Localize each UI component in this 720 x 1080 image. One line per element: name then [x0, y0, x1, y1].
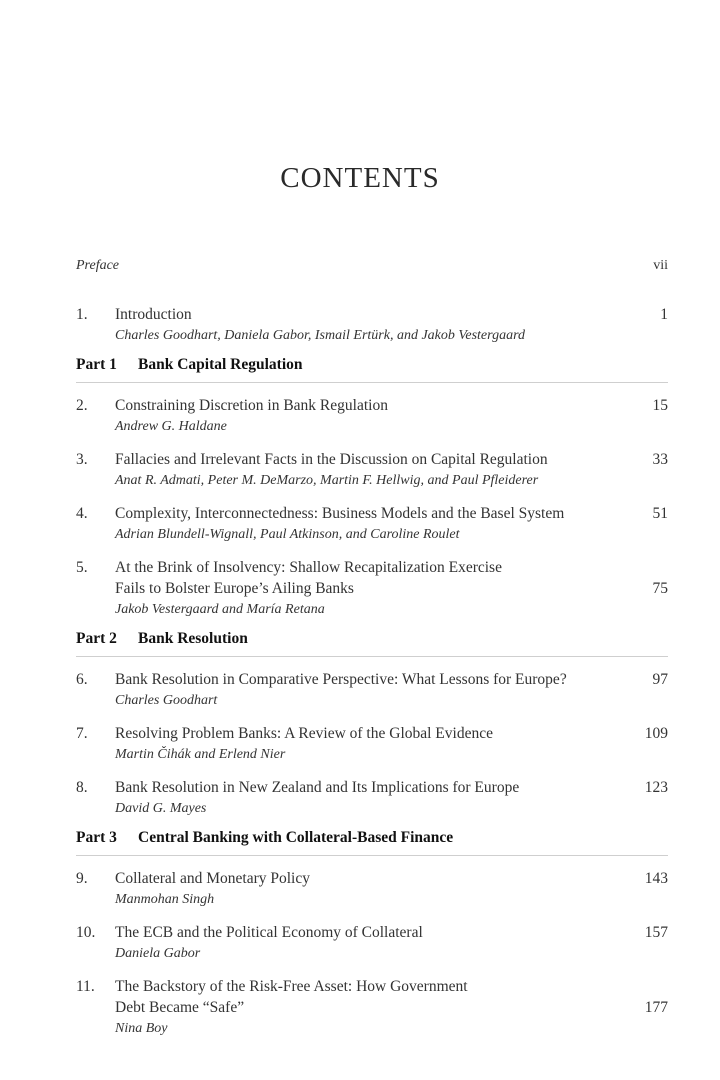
chapter-authors: Andrew G. Haldane — [115, 419, 227, 434]
chapter-title: Bank Resolution in New Zealand and Its Implications for Europe — [115, 779, 520, 796]
toc-entry-chapter-11[interactable] — [76, 976, 668, 1039]
part-heading-3 — [76, 827, 668, 856]
chapter-title: Collateral and Monetary Policy — [115, 870, 310, 887]
chapter-title: Introduction — [115, 306, 192, 323]
chapter-page-number: 51 — [652, 505, 668, 522]
chapter-page-number: 123 — [644, 779, 668, 796]
chapter-authors: Adrian Blundell-Wignall, Paul Atkinson, and Caroline Roulet — [115, 527, 460, 542]
chapter-number: 8. — [76, 779, 88, 796]
chapter-title: Resolving Problem Banks: A Review of the Global Evidence — [115, 725, 493, 742]
chapter-authors: Martin Čihák and Erlend Nier — [115, 747, 286, 762]
chapter-page-number: 1 — [660, 306, 668, 323]
chapter-page-number: 177 — [644, 999, 668, 1016]
chapter-authors: Charles Goodhart — [115, 693, 218, 708]
chapter-page-number: 109 — [644, 725, 668, 742]
chapter-page-number: 15 — [652, 397, 668, 414]
part-title: Central Banking with Collateral-Based Finance — [138, 829, 454, 846]
toc-entry-chapter-2[interactable] — [76, 395, 668, 437]
chapter-authors: Manmohan Singh — [115, 892, 215, 907]
chapter-authors: Daniela Gabor — [115, 946, 201, 961]
chapter-authors: Nina Boy — [115, 1021, 168, 1036]
part-heading-1 — [76, 354, 668, 383]
chapter-authors: Charles Goodhart, Daniela Gabor, Ismail Ertürk, and Jakob Vestergaard — [115, 328, 525, 343]
chapter-title: The ECB and the Political Economy of Collateral — [115, 924, 423, 941]
part-number: Part 1 — [76, 356, 117, 373]
chapter-page-number: 143 — [644, 870, 668, 887]
chapter-number: 3. — [76, 451, 88, 468]
chapter-title: Fallacies and Irrelevant Facts in the Discussion on Capital Regulation — [115, 451, 548, 468]
chapter-page-number: 75 — [652, 580, 668, 597]
preface-entry[interactable] — [76, 258, 668, 274]
chapter-number: 6. — [76, 671, 88, 688]
preface-label: Preface — [76, 258, 120, 273]
chapter-title: Complexity, Interconnectedness: Business Models and the Basel System — [115, 505, 565, 522]
table-of-contents — [76, 304, 668, 1051]
toc-entry-chapter-4[interactable] — [76, 503, 668, 545]
chapter-authors: Anat R. Admati, Peter M. DeMarzo, Martin F. Hellwig, and Paul Pfleiderer — [115, 473, 539, 488]
chapter-title-line-2: Debt Became “Safe” — [115, 999, 245, 1016]
toc-entry-chapter-5[interactable] — [76, 557, 668, 620]
chapter-title: Bank Resolution in Comparative Perspective: What Lessons for Europe? — [115, 671, 567, 688]
toc-entry-chapter-3[interactable] — [76, 449, 668, 491]
part-number: Part 2 — [76, 630, 117, 647]
chapter-page-number: 33 — [652, 451, 668, 468]
chapter-authors: David G. Mayes — [115, 801, 207, 816]
chapter-number: 5. — [76, 559, 88, 576]
chapter-number: 7. — [76, 725, 88, 742]
toc-entry-chapter-8[interactable] — [76, 777, 668, 819]
part-title: Bank Resolution — [138, 630, 248, 647]
chapter-title-line-2: Fails to Bolster Europe’s Ailing Banks — [115, 580, 354, 597]
page-title: CONTENTS — [280, 162, 440, 194]
chapter-authors: Jakob Vestergaard and María Retana — [115, 602, 325, 617]
chapter-number: 10. — [76, 924, 96, 941]
chapter-number: 4. — [76, 505, 88, 522]
preface-page-number: vii — [653, 258, 668, 273]
part-title: Bank Capital Regulation — [138, 356, 303, 373]
chapter-number: 9. — [76, 870, 88, 887]
chapter-title: Constraining Discretion in Bank Regulation — [115, 397, 388, 414]
chapter-title-line-1: The Backstory of the Risk-Free Asset: How Government — [115, 978, 468, 995]
part-number: Part 3 — [76, 829, 117, 846]
chapter-number: 11. — [76, 978, 95, 995]
part-heading-2 — [76, 628, 668, 657]
toc-entry-chapter-1[interactable] — [76, 304, 668, 346]
toc-entry-chapter-6[interactable] — [76, 669, 668, 711]
chapter-number: 1. — [76, 306, 88, 323]
toc-entry-chapter-9[interactable] — [76, 868, 668, 910]
toc-entry-chapter-7[interactable] — [76, 723, 668, 765]
chapter-page-number: 97 — [652, 671, 668, 688]
chapter-number: 2. — [76, 397, 88, 414]
toc-entry-chapter-10[interactable] — [76, 922, 668, 964]
chapter-title-line-1: At the Brink of Insolvency: Shallow Recapitalization Exercise — [115, 559, 502, 576]
chapter-page-number: 157 — [644, 924, 668, 941]
